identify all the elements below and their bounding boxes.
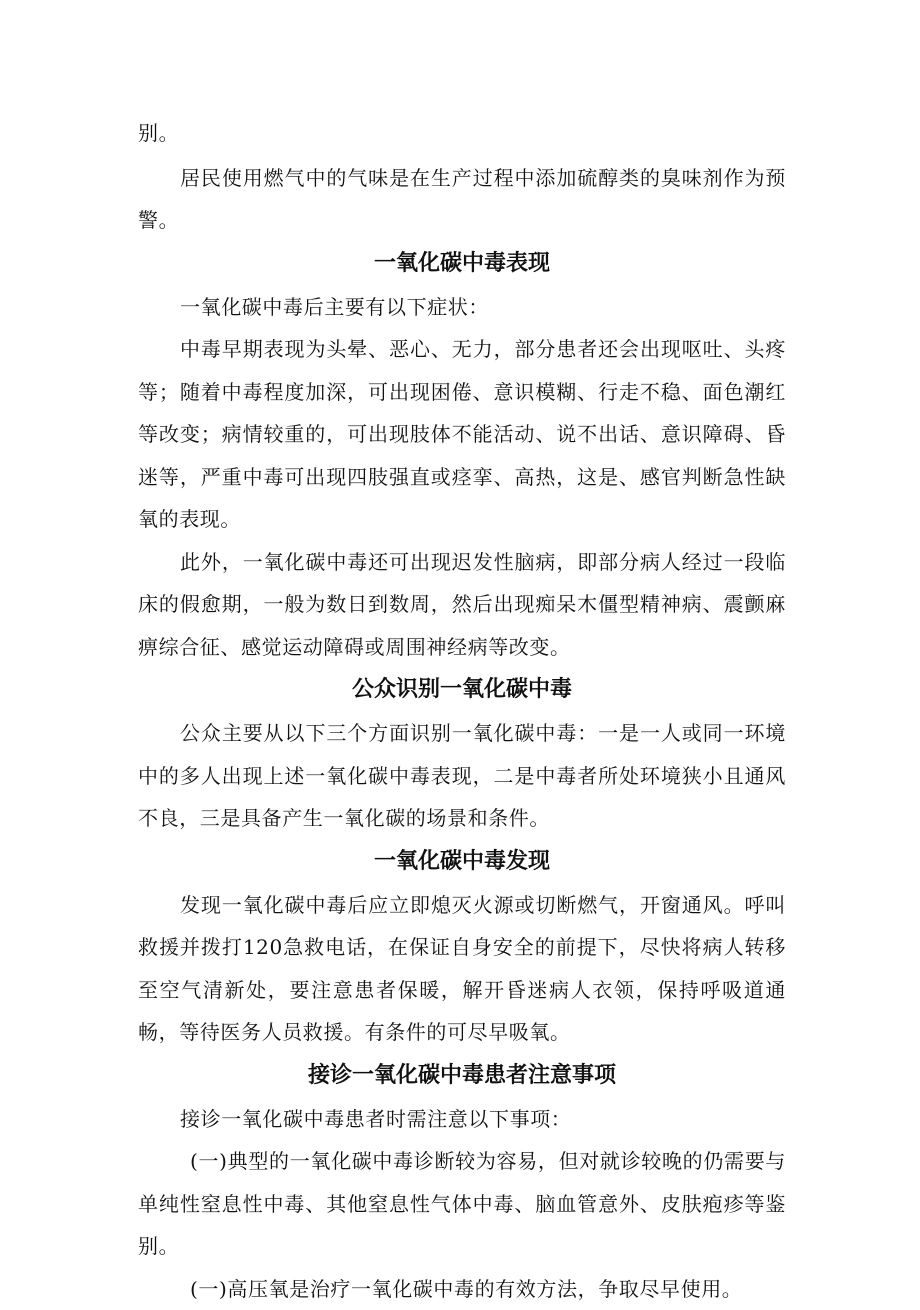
heading-discovery: 一氧化碳中毒发现 xyxy=(138,840,786,884)
paragraph-delayed-encephalopathy: 此外，一氧化碳中毒还可出现迟发性脑病，即部分病人经过一段临床的假愈期，一般为数日到数周，然后出现痴呆木僵型精神病、震颤麻痹综合征、感觉运动障碍或周围神经病等改变。 xyxy=(138,541,786,669)
paragraph-symptoms-detail: 中毒早期表现为头晕、恶心、无力，部分患者还会出现呕吐、头疼等；随着中毒程度加深，可出现困倦、意识模糊、行走不稳、面色潮红等改变；病情较重的，可出现肢体不能活动、说不出话、意识障碍、昏迷等，严重中毒可出现四肢强直或痉挛、高热，这是、感官判断急性缺氧的表现。 xyxy=(138,328,786,541)
paragraph-symptoms-intro: 一氧化碳中毒后主要有以下症状： xyxy=(138,286,786,329)
heading-symptoms: 一氧化碳中毒表现 xyxy=(138,242,786,286)
heading-public-identification: 公众识别一氧化碳中毒 xyxy=(138,668,786,712)
paragraph-public-identification: 公众主要从以下三个方面识别一氧化碳中毒：一是一人或同一环境中的多人出现上述一氧化碳中毒表现，二是中毒者所处环境狭小且通风不良，三是具备产生一氧化碳的场景和条件。 xyxy=(138,712,786,840)
paragraph-clinical-item-hyperbaric: (一)高压氧是治疗一氧化碳中毒的有效方法，争取尽早使用。 xyxy=(138,1268,786,1310)
paragraph-gas-odor: 居民使用燃气中的气味是在生产过程中添加硫醇类的臭味剂作为预警。 xyxy=(138,157,786,242)
paragraph-discovery-actions: 发现一氧化碳中毒后应立即熄灭火源或切断燃气，开窗通风。呼叫救援并拨打120急救电话，在保证自身安全的前提下，尽快将病人转移至空气清新处，要注意患者保暖，解开昏迷病人衣领，保持呼吸道通畅，等待医务人员救援。有条件的可尽早吸氧。 xyxy=(138,884,786,1054)
document-body xyxy=(138,112,786,1310)
heading-clinical-notes: 接诊一氧化碳中毒患者注意事项 xyxy=(138,1054,786,1098)
paragraph-continuation: 别。 xyxy=(138,112,786,155)
paragraph-clinical-intro: 接诊一氧化碳中毒患者时需注意以下事项： xyxy=(138,1098,786,1141)
paragraph-clinical-item-diagnosis: (一)典型的一氧化碳中毒诊断较为容易，但对就诊较晚的仍需要与单纯性窒息性中毒、其他窒息性气体中毒、脑血管意外、皮肤疱疹等鉴别。 xyxy=(138,1140,786,1268)
